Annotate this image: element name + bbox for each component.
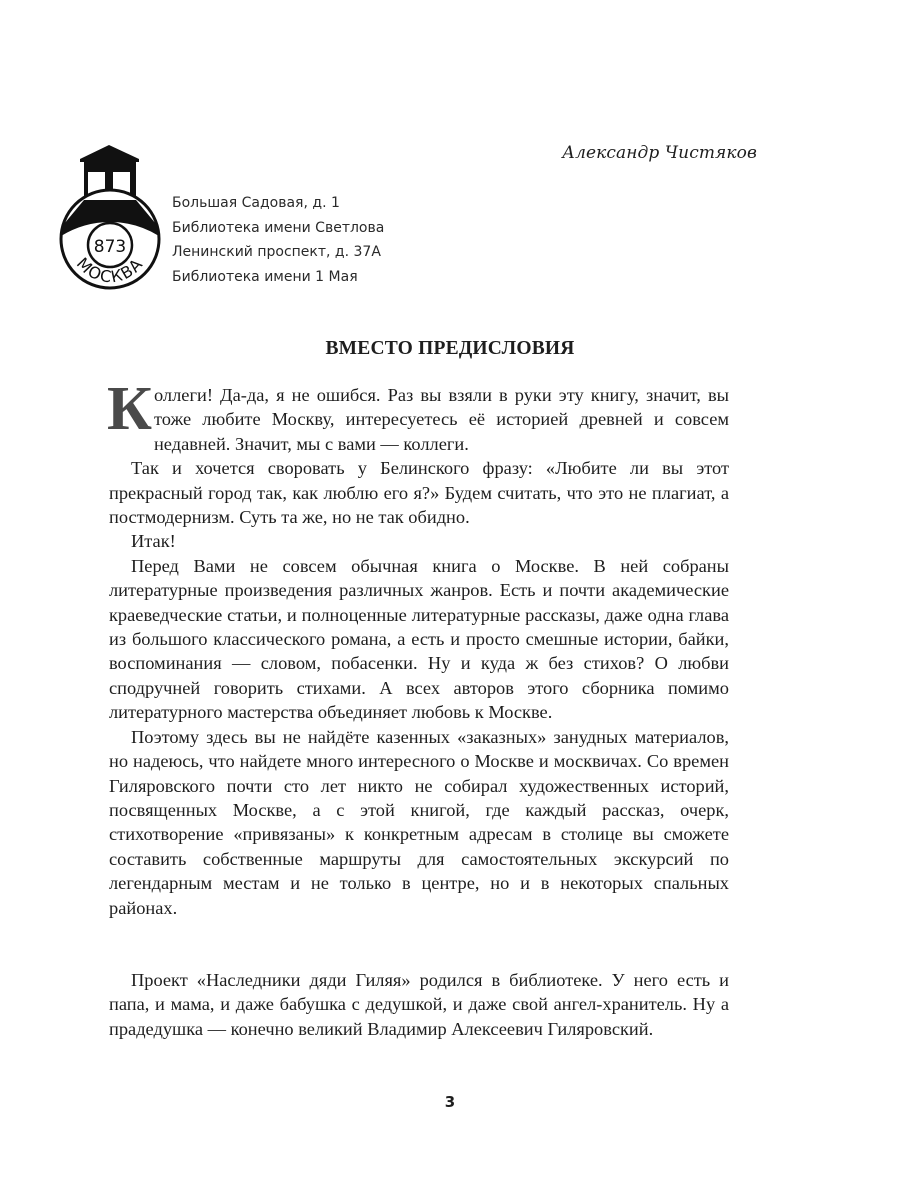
drop-cap: К: [107, 375, 152, 443]
author-name: Александр Чистяков: [562, 143, 757, 163]
address-line: Библиотека имени 1 Мая: [172, 268, 358, 285]
moscow-873-logo: [56, 142, 166, 292]
page-number: 3: [444, 1093, 456, 1111]
address-list: [172, 191, 384, 289]
paragraph: Так и хочется своровать у Белинского фразу: «Любите ли вы этот прекрасный город так, как люблю его я?» Будем считать, что это не плагиат, а постмодернизм. Суть та же, но не так обидно.: [109, 458, 729, 528]
closing-text: [109, 968, 729, 1041]
paragraph: Поэтому здесь вы не найдёте казенных «заказных» занудных материалов, но надеюсь, что найдете много интересного о Москве и москвичах. Со времен Гиляровского почти сто лет никто не собирал художественных историй, посвященных Москве, а с этой книгой, где каждый рассказ, очерк, стихотворение «привязаны» к конкретным адресам в столице вы сможете составить собственные маршруты для самостоятельных экскурсий по легендарным местам и не только в центре, но и в некоторых спальных районах.: [109, 726, 729, 918]
address-line: Библиотека имени Светлова: [172, 219, 385, 236]
paragraph: Проект «Наследники дяди Гиляя» родился в библиотеке. У него есть и папа, и мама, и даже бабушка с дедушкой, и даже свой ангел-хранитель. Ну а прадедушка — конечно великий Владимир Алексеевич Гиляровский.: [109, 970, 729, 1039]
paragraph: Итак!: [131, 531, 176, 552]
address-line: Ленинский проспект, д. 37А: [172, 244, 381, 260]
paragraph: Перед Вами не совсем обычная книга о Москве. В ней собраны литературные произведения различных жанров. Есть и почти академические краеведческие статьи, и полноценные литературные рассказы, даже одна глава из большого классического романа, а есть и просто смешные истории, байки, воспоминания — словом, побасенки. Ну и куда ж без стихов? О любви сподручней говорить стихами. А всех авторов этого сборника помимо литературного мастерства объединяет любовь к Москве.: [109, 555, 729, 723]
logo-number: 873: [93, 237, 127, 257]
body-text: [107, 375, 729, 920]
paragraph: Коллеги! Да-да, я не ошибся. Раз вы взяли в руки эту книгу, значит, вы тоже любите Москву, интересуетесь её историей древней и совсем недавней. Значит, мы с вами — коллеги.: [107, 375, 729, 454]
address-line: Большая Садовая, д. 1: [172, 195, 340, 211]
section-title: ВМЕСТО ПРЕДИСЛОВИЯ: [325, 338, 575, 359]
logo-city: МОСКВА: [72, 253, 148, 287]
house-tower-icon: [56, 142, 166, 292]
